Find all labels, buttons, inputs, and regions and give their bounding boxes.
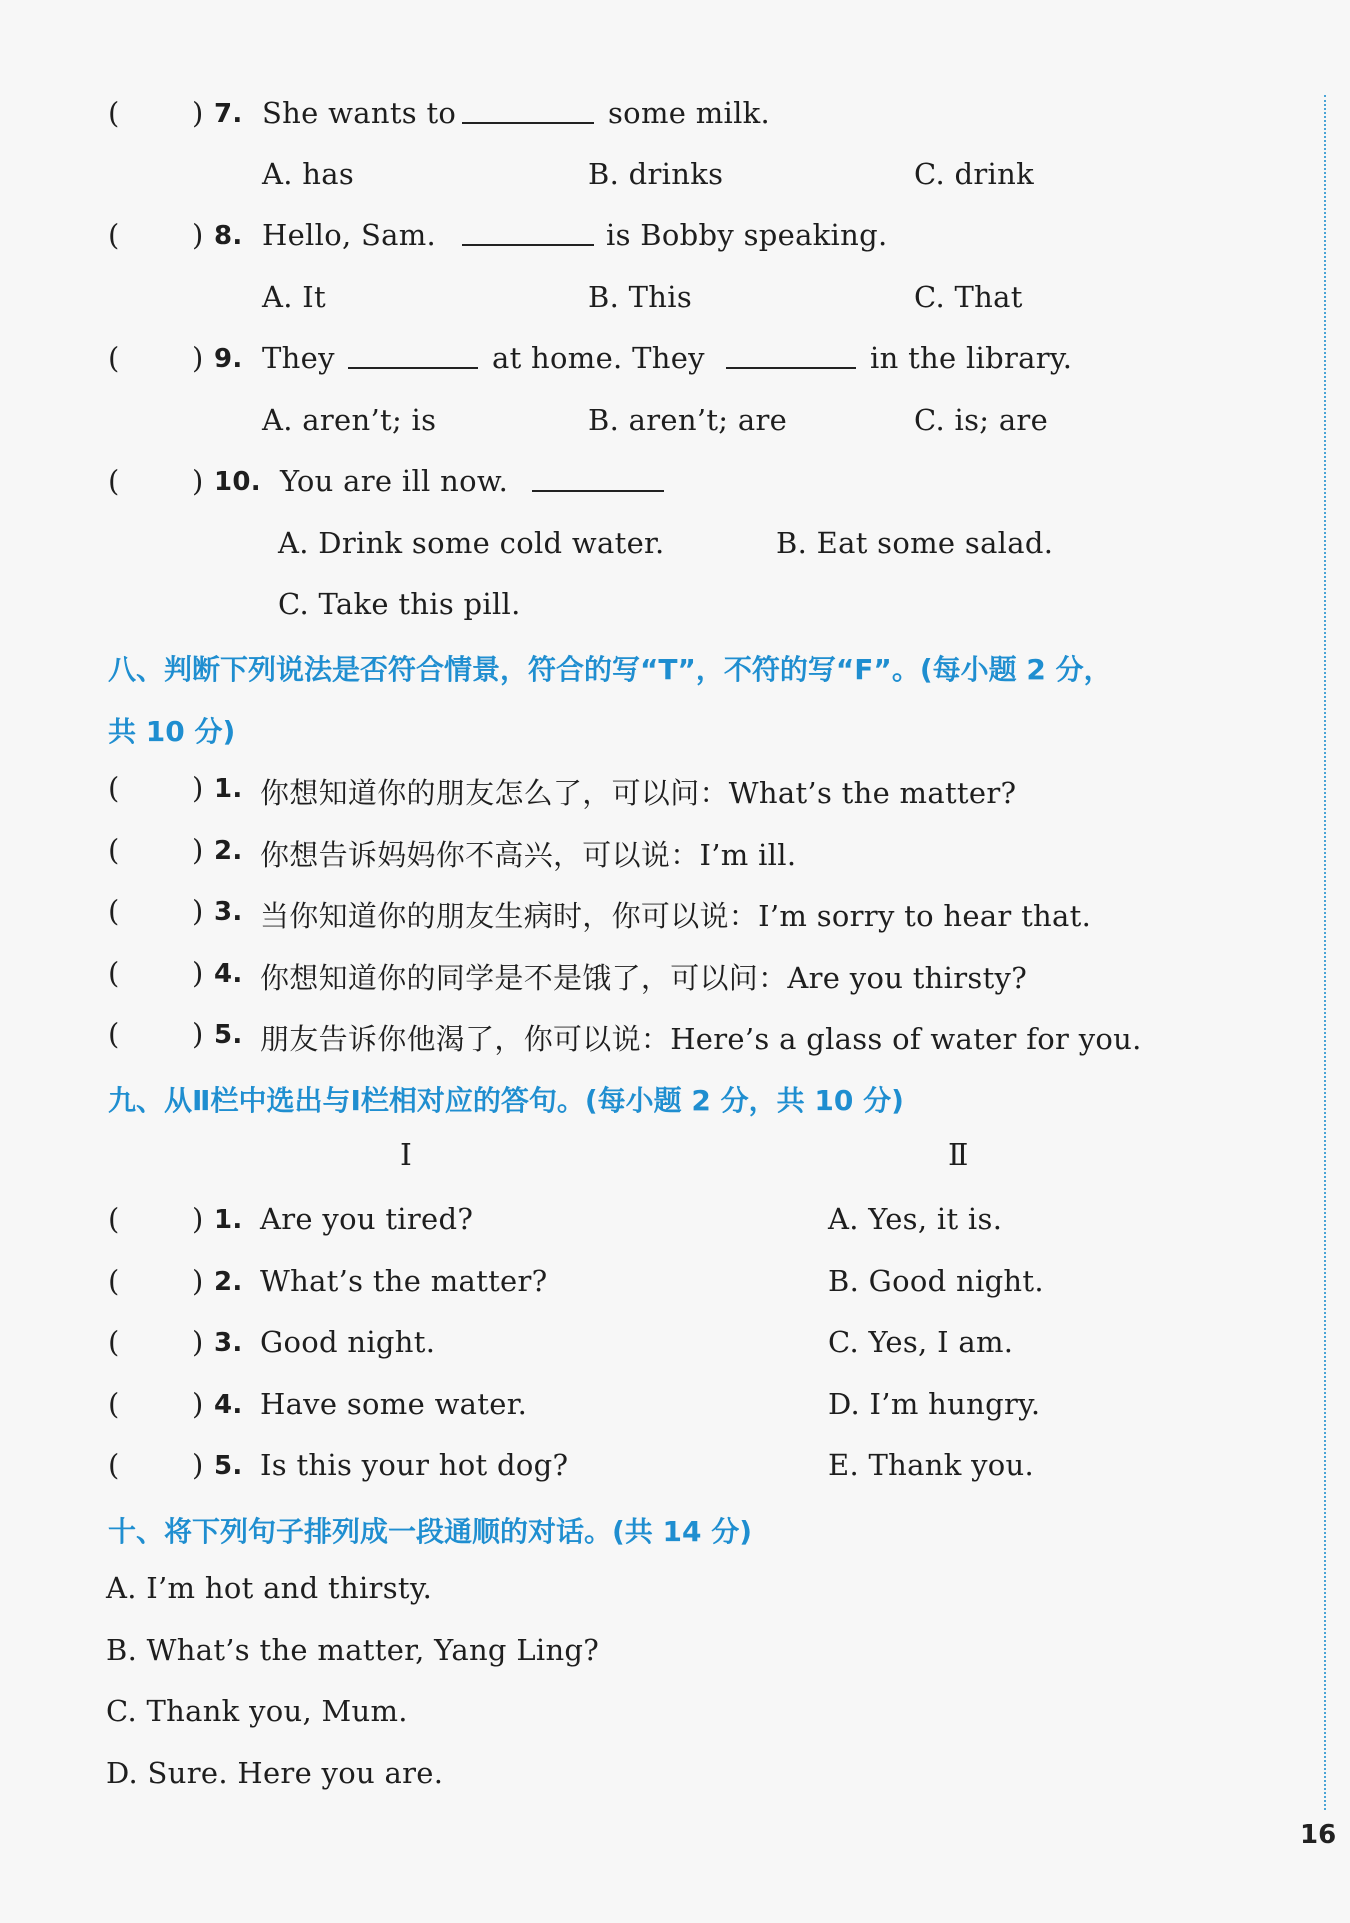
option-c: C. That xyxy=(914,280,1023,314)
section-8-heading: 八、判断下列说法是否符合情景，符合的写“T”，不符的写“F”。(每小题 2 分， xyxy=(108,653,1112,686)
answer-paren-close: ) xyxy=(192,1448,204,1482)
answer-paren-close: ) xyxy=(192,956,204,990)
answer-paren-open[interactable]: ( xyxy=(108,96,120,130)
option-b: B. This xyxy=(588,280,693,314)
answer-paren-close: ) xyxy=(192,894,204,928)
answer-paren-open[interactable]: ( xyxy=(108,1448,120,1482)
column-2-header: Ⅱ xyxy=(948,1138,969,1173)
option-a: A. It xyxy=(262,280,326,314)
match-answer: A. Yes, it is. xyxy=(828,1202,1003,1236)
dotted-margin-line xyxy=(1324,95,1326,1810)
question-text: They xyxy=(262,341,335,375)
question-text: is Bobby speaking. xyxy=(606,218,888,252)
question-text: some milk. xyxy=(608,96,771,130)
match-question: What’s the matter? xyxy=(260,1264,548,1298)
item-text: 朋友告诉你他渴了，你可以说：Here’s a glass of water for you. xyxy=(260,1022,1142,1056)
match-answer: D. I’m hungry. xyxy=(828,1387,1041,1421)
answer-paren-open[interactable]: ( xyxy=(108,1325,120,1359)
page-number: 16 xyxy=(1300,1820,1337,1850)
answer-paren-open[interactable]: ( xyxy=(108,341,120,375)
answer-paren-open[interactable]: ( xyxy=(108,1202,120,1236)
option-a: A. has xyxy=(262,157,355,191)
option-c: C. Take this pill. xyxy=(278,587,521,621)
section-10-heading: 十、将下列句子排列成一段通顺的对话。(共 14 分) xyxy=(108,1515,753,1548)
match-answer: C. Yes, I am. xyxy=(828,1325,1014,1359)
sentence-text: D. Sure. Here you are. xyxy=(106,1756,444,1790)
question-text: in the library. xyxy=(870,341,1073,375)
match-question: Good night. xyxy=(260,1325,436,1359)
answer-paren-close: ) xyxy=(192,833,204,867)
option-a: A. Drink some cold water. xyxy=(278,526,665,560)
question-text: Hello, Sam. xyxy=(262,218,437,252)
item-number: 5. xyxy=(214,1020,243,1050)
section-8-heading-cont: 共 10 分) xyxy=(108,715,236,748)
answer-paren-open[interactable]: ( xyxy=(108,956,120,990)
question-text: She wants to xyxy=(262,96,457,130)
column-1-header: Ⅰ xyxy=(400,1138,412,1173)
question-text: You are ill now. xyxy=(280,464,509,498)
question-number: 7. xyxy=(214,99,243,129)
option-b: B. drinks xyxy=(588,157,724,191)
question-number: 8. xyxy=(214,221,243,251)
answer-blank[interactable] xyxy=(462,96,594,124)
section-9-heading: 九、从Ⅱ栏中选出与Ⅰ栏相对应的答句。(每小题 2 分，共 10 分) xyxy=(108,1084,904,1117)
item-text: 你想知道你的朋友怎么了，可以问：What’s the matter? xyxy=(260,776,1017,810)
answer-blank[interactable] xyxy=(348,341,478,369)
option-c: C. is; are xyxy=(914,403,1049,437)
answer-blank[interactable] xyxy=(726,341,856,369)
item-number: 4. xyxy=(214,959,243,989)
match-answer: B. Good night. xyxy=(828,1264,1044,1298)
item-number: 1. xyxy=(214,774,243,804)
answer-paren-open[interactable]: ( xyxy=(108,894,120,928)
match-question: Have some water. xyxy=(260,1387,528,1421)
answer-paren-close: ) xyxy=(192,1017,204,1051)
match-question: Is this your hot dog? xyxy=(260,1448,569,1482)
item-number: 4. xyxy=(214,1390,243,1420)
option-c: C. drink xyxy=(914,157,1034,191)
answer-paren-close: ) xyxy=(192,1264,204,1298)
answer-paren-close: ) xyxy=(192,96,204,130)
sentence-text: A. I’m hot and thirsty. xyxy=(106,1571,433,1605)
question-number: 9. xyxy=(214,344,243,374)
answer-blank[interactable] xyxy=(462,218,594,246)
option-a: A. aren’t; is xyxy=(262,403,437,437)
option-b: B. aren’t; are xyxy=(588,403,788,437)
option-b: B. Eat some salad. xyxy=(776,526,1054,560)
answer-paren-open[interactable]: ( xyxy=(108,1387,120,1421)
answer-paren-open[interactable]: ( xyxy=(108,833,120,867)
question-number: 10. xyxy=(214,467,261,497)
match-question: Are you tired? xyxy=(260,1202,474,1236)
question-text: at home. They xyxy=(492,341,705,375)
answer-paren-close: ) xyxy=(192,1202,204,1236)
answer-paren-close: ) xyxy=(192,218,204,252)
answer-paren-open[interactable]: ( xyxy=(108,218,120,252)
item-text: 当你知道你的朋友生病时，你可以说：I’m sorry to hear that. xyxy=(260,899,1092,933)
answer-paren-open[interactable]: ( xyxy=(108,1264,120,1298)
match-answer: E. Thank you. xyxy=(828,1448,1035,1482)
item-number: 5. xyxy=(214,1451,243,1481)
item-number: 3. xyxy=(214,1328,243,1358)
item-text: 你想知道你的同学是不是饿了，可以问：Are you thirsty? xyxy=(260,961,1028,995)
answer-paren-open[interactable]: ( xyxy=(108,771,120,805)
answer-paren-open[interactable]: ( xyxy=(108,464,120,498)
item-number: 1. xyxy=(214,1205,243,1235)
answer-paren-close: ) xyxy=(192,771,204,805)
sentence-text: C. Thank you, Mum. xyxy=(106,1694,408,1728)
item-number: 2. xyxy=(214,836,243,866)
item-text: 你想告诉妈妈你不高兴，可以说：I’m ill. xyxy=(260,838,797,872)
item-number: 3. xyxy=(214,897,243,927)
answer-blank[interactable] xyxy=(532,464,664,492)
answer-paren-close: ) xyxy=(192,464,204,498)
answer-paren-close: ) xyxy=(192,1387,204,1421)
answer-paren-close: ) xyxy=(192,1325,204,1359)
sentence-text: B. What’s the matter, Yang Ling? xyxy=(106,1633,600,1667)
answer-paren-close: ) xyxy=(192,341,204,375)
item-number: 2. xyxy=(214,1267,243,1297)
answer-paren-open[interactable]: ( xyxy=(108,1017,120,1051)
